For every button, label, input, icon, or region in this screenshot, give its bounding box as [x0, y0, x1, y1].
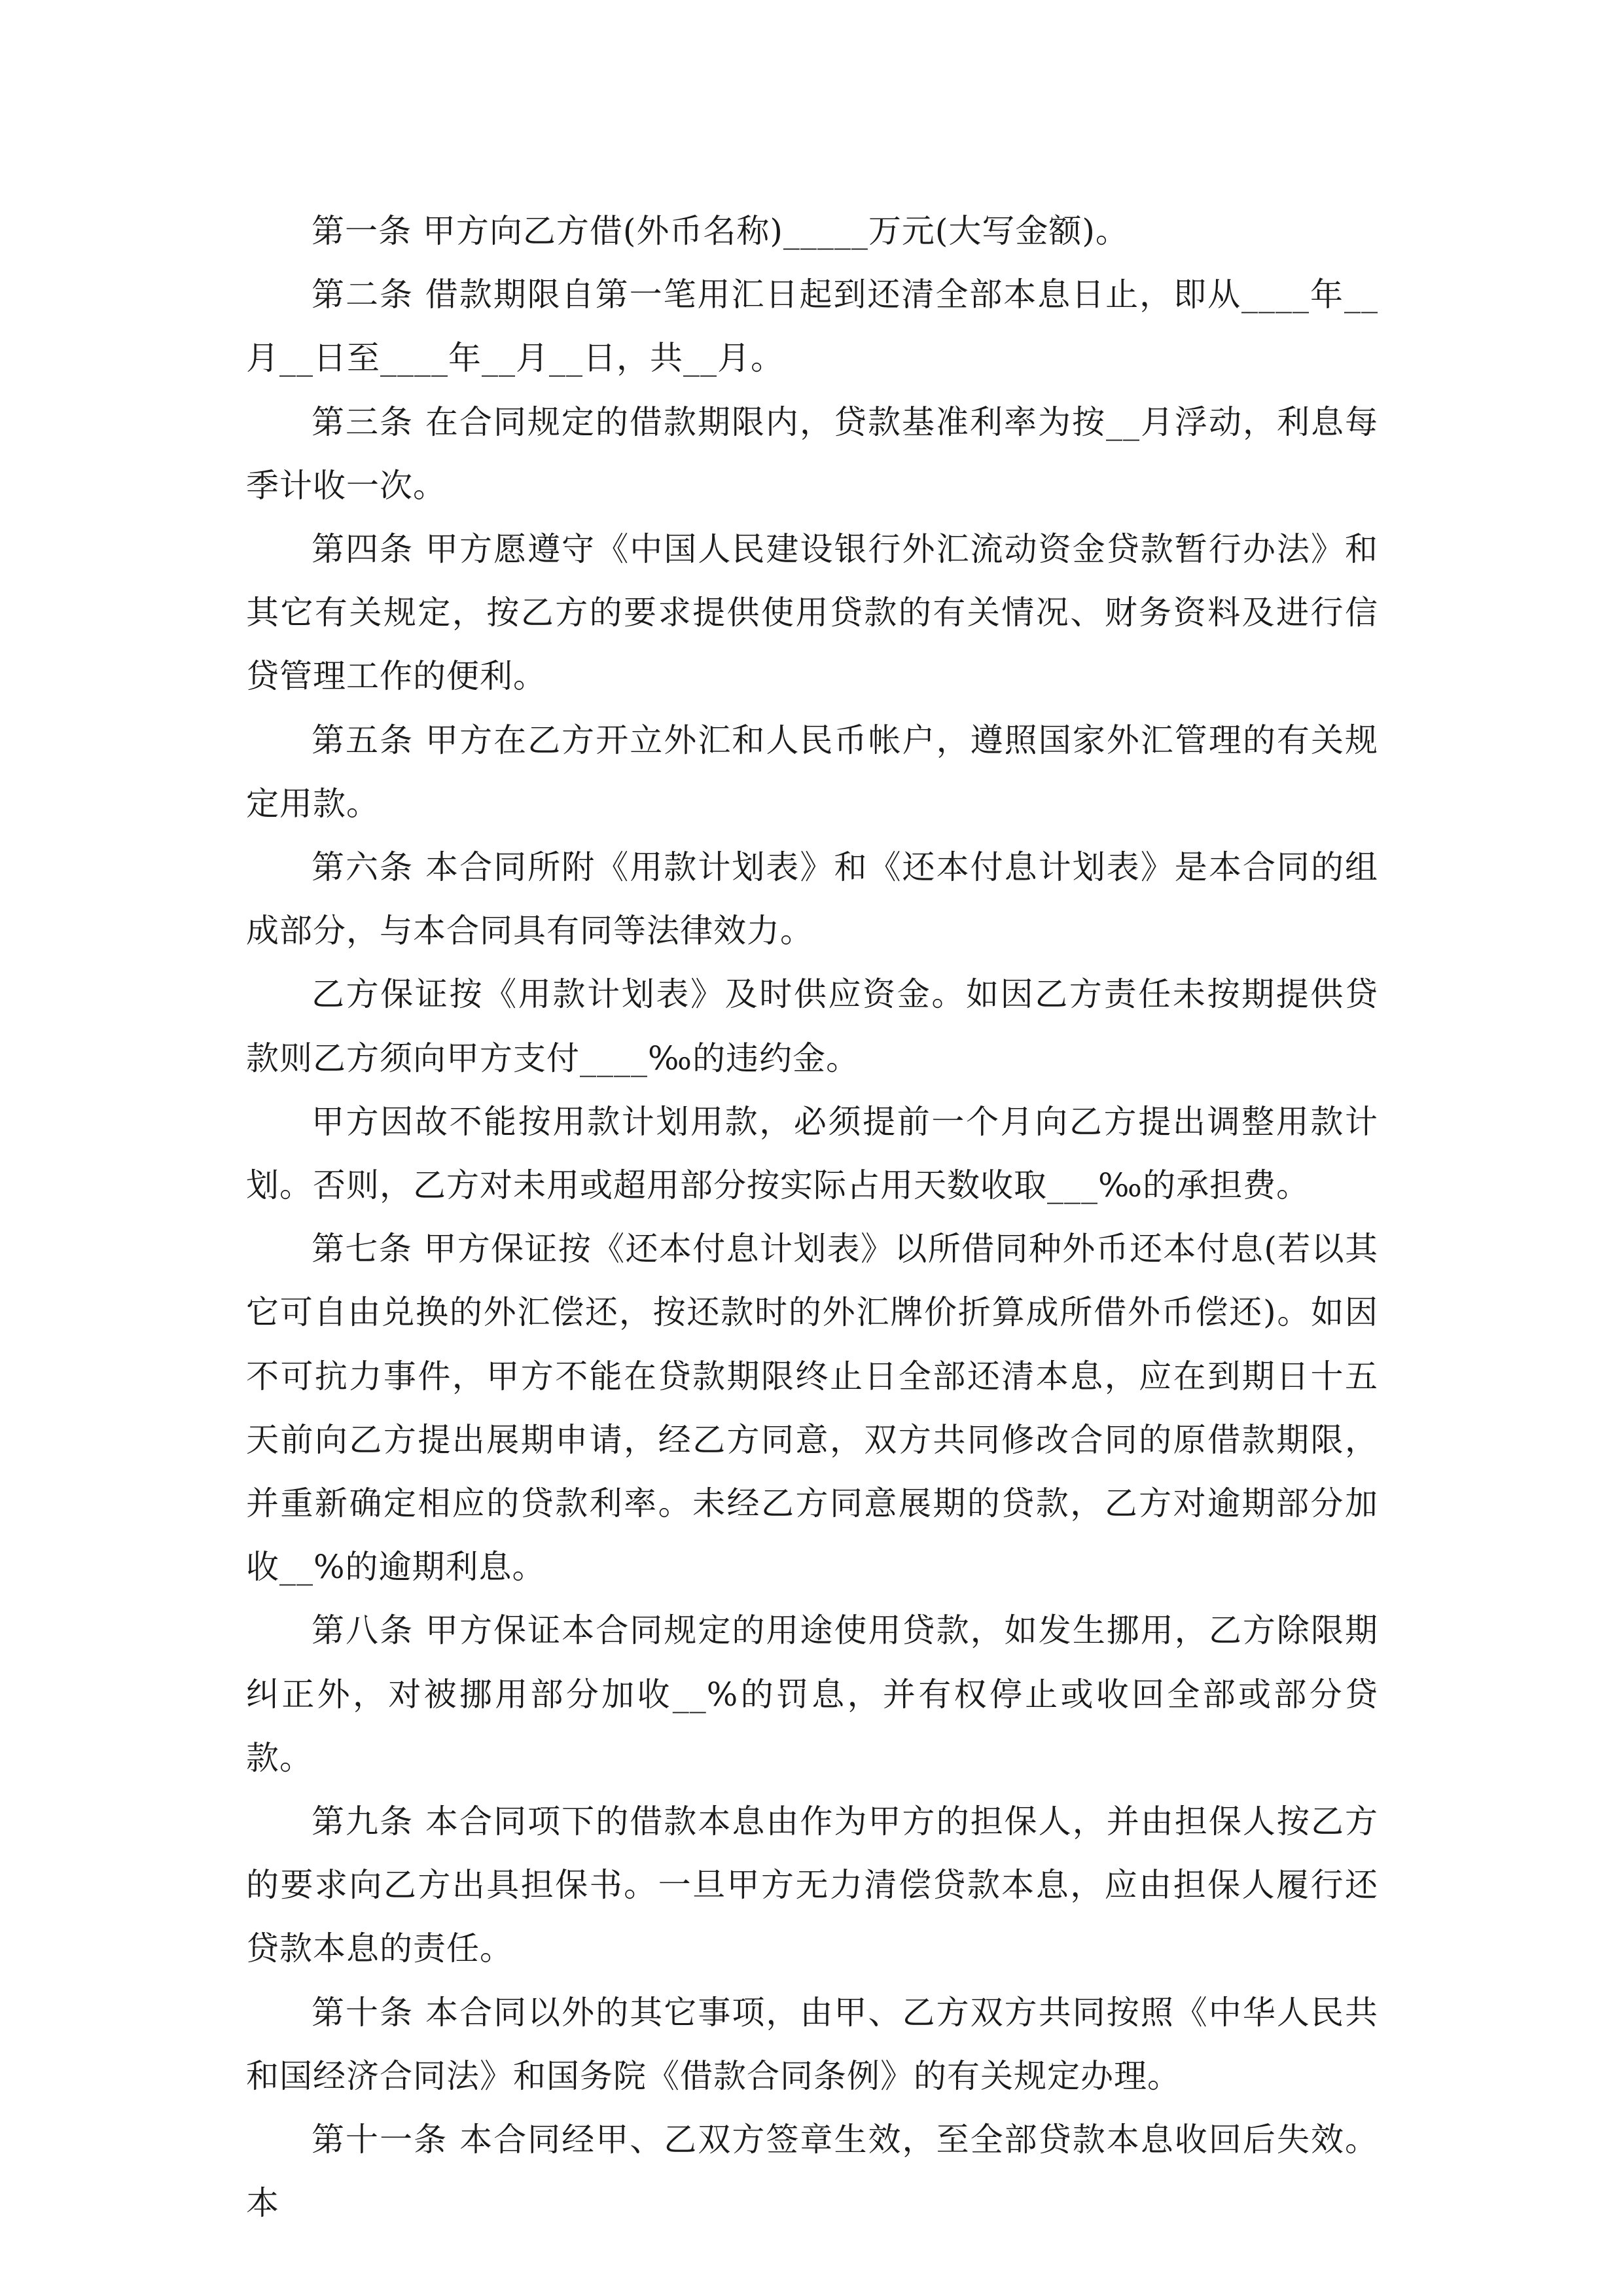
clause-3: 第三条 在合同规定的借款期限内，贷款基准利率为按__月浮动，利息每季计收一次。 — [246, 403, 1378, 505]
clause-1: 第一条 甲方向乙方借(外币名称)_____万元(大写金额)。 — [312, 212, 1129, 250]
clause-6-supply-paragraph: 乙方保证按《用款计划表》及时供应资金。如因乙方责任未按期提供贷款则乙方须向甲方支付____‰的违约金。 — [246, 975, 1378, 1077]
clause-7: 第七条 甲方保证按《还本付息计划表》以所借同种外币还本付息(若以其它可自由兑换的外汇偿还，按还款时的外汇牌价折算成所借外币偿还)。如因不可抗力事件，甲方不能在贷款期限终止日全部还清本息，应在到期日十五天前向乙方提出展期申请，经乙方同意，双方共同修改合同的原借款期限，并重新确定相应的贷款利率。未经乙方同意展期的贷款，乙方对逾期部分加收__%的逾期利息。 — [246, 1230, 1378, 1587]
clause-8: 第八条 甲方保证本合同规定的用途使用贷款，如发生挪用，乙方除限期纠正外，对被挪用部分加收__%的罚息，并有权停止或收回全部或部分贷款。 — [246, 1611, 1378, 1777]
clause-6-adjustment-paragraph: 甲方因故不能按用款计划用款，必须提前一个月向乙方提出调整用款计划。否则，乙方对未用或超用部分按实际占用天数收取___‰的承担费。 — [246, 1102, 1378, 1205]
clause-5: 第五条 甲方在乙方开立外汇和人民币帐户，遵照国家外汇管理的有关规定用款。 — [246, 721, 1378, 823]
clause-6: 第六条 本合同所附《用款计划表》和《还本付息计划表》是本合同的组成部分，与本合同具有同等法律效力。 — [246, 848, 1378, 950]
clause-9: 第九条 本合同项下的借款本息由作为甲方的担保人，并由担保人按乙方的要求向乙方出具担保书。一旦甲方无力清偿贷款本息，应由担保人履行还贷款本息的责任。 — [246, 1803, 1378, 1968]
clause-2: 第二条 借款期限自第一笔用汇日起到还清全部本息日止，即从____年__月__日至____年__月__日，共__月。 — [246, 276, 1378, 378]
clause-4: 第四条 甲方愿遵守《中国人民建设银行外汇流动资金贷款暂行办法》和其它有关规定，按乙方的要求提供使用贷款的有关情况、财务资料及进行信贷管理工作的便利。 — [246, 530, 1378, 696]
clause-11: 第十一条 本合同经甲、乙双方签章生效，至全部贷款本息收回后失效。本 — [246, 2121, 1378, 2223]
clause-10: 第十条 本合同以外的其它事项，由甲、乙方双方共同按照《中华人民共和国经济合同法》和国务院《借款合同条例》的有关规定办理。 — [246, 1993, 1378, 2095]
contract-body — [246, 200, 1378, 2236]
